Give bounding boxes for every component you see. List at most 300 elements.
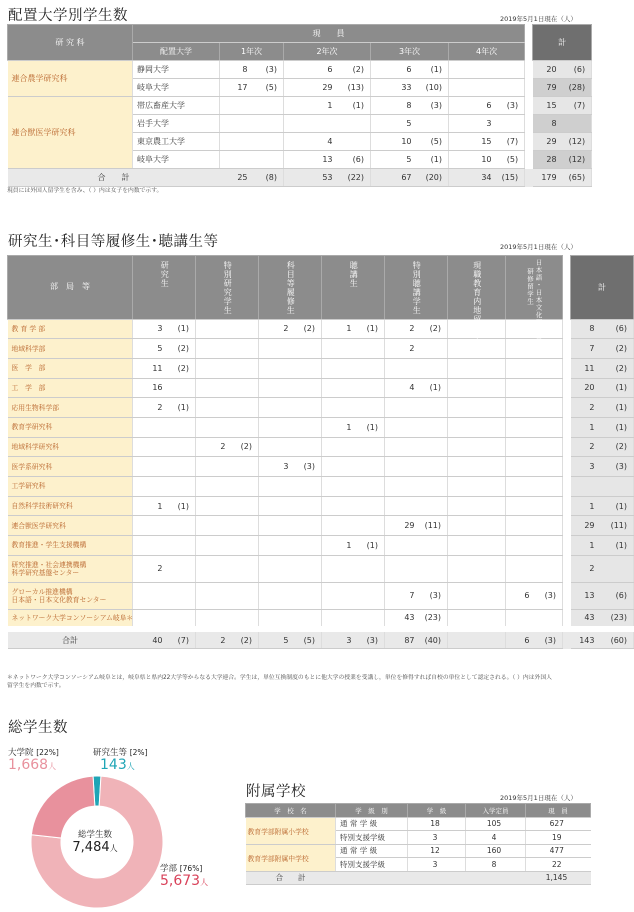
value-cell <box>292 609 322 629</box>
value-cell <box>196 319 229 339</box>
value-cell <box>229 339 259 359</box>
total-cell: (2) <box>598 358 634 378</box>
header-y4: 4年次 <box>449 43 525 61</box>
value-cell: 6 <box>449 97 495 115</box>
value-cell: (3) <box>251 61 284 79</box>
value-cell <box>292 582 322 609</box>
value-cell: (1) <box>355 417 385 437</box>
value-cell <box>322 555 355 582</box>
value-cell <box>495 79 525 97</box>
value-cell: 3 <box>133 319 166 339</box>
value-cell <box>533 398 563 418</box>
value-cell <box>418 477 448 497</box>
value-cell: (1) <box>415 61 449 79</box>
table-row <box>8 97 592 115</box>
dept-name-line1: 医学系研究科 <box>11 462 53 471</box>
value-cell <box>418 398 448 418</box>
header-kei: 計 <box>533 25 592 61</box>
value-cell <box>251 151 284 169</box>
value-cell <box>533 417 563 437</box>
value-gakubu <box>160 873 208 889</box>
value-cell <box>196 378 229 398</box>
total-cell: (12) <box>560 151 592 169</box>
value-cell <box>259 516 292 536</box>
value-cell: (3) <box>355 629 385 649</box>
total-cell: (1) <box>598 378 634 398</box>
section4-date: 2019年5月1日現在（人） <box>500 794 577 802</box>
unit-label: 人 <box>200 878 209 887</box>
dept-name-line1: グローカル推進機構 <box>11 587 73 596</box>
value-cell: 2 <box>133 555 166 582</box>
total-cell: 20 <box>571 378 598 398</box>
value-cell <box>292 496 322 516</box>
value-cell <box>448 417 506 437</box>
value-cell <box>229 582 259 609</box>
value-cell <box>415 115 449 133</box>
value-cell <box>229 319 259 339</box>
table-row <box>246 817 591 831</box>
total-cell: 29 <box>533 133 560 151</box>
value-cell <box>449 79 495 97</box>
total-cell: (2) <box>598 437 634 457</box>
value-cell <box>533 457 563 477</box>
value-cell <box>533 378 563 398</box>
header-c6-label: 現職教育内地留学生 <box>472 261 482 342</box>
value-cell <box>355 398 385 418</box>
sum-row <box>8 169 592 187</box>
value-cell: 6 <box>506 582 533 609</box>
value-cell <box>229 477 259 497</box>
univ-cell: 岐阜大学 <box>133 151 220 169</box>
dept-cell <box>8 516 133 536</box>
univ-cell: 岐阜大学 <box>133 79 220 97</box>
value-cell <box>533 358 563 378</box>
value-cell <box>506 609 533 629</box>
value-cell <box>196 609 229 629</box>
header-c5-label: 特別聴講学生 <box>412 261 422 315</box>
dept-cell <box>8 582 133 609</box>
kind-cell: 通 常 学 級 <box>336 844 408 858</box>
dept-name-line1: 教育学研究科 <box>11 423 53 432</box>
section2-note-line1: ＊ネットワーク大学コンソーシアム岐阜とは，岐阜県と県内22大学等からなる大学連合。学生は，単位互換制度のもとに他大学の授業を受講し，単位を修得すれば自校の単位として認定される。（ ）内は外国人 <box>7 675 552 681</box>
total-cell: (1) <box>598 398 634 418</box>
total-cell: 11 <box>571 358 598 378</box>
value-cell: (3) <box>418 582 448 609</box>
total-cell: 43 <box>571 609 598 629</box>
total-cell: 13 <box>571 582 598 609</box>
header-c4-label: 聴講生 <box>349 261 359 288</box>
value-cell: (1) <box>166 496 196 516</box>
value-cell <box>506 398 533 418</box>
value-cell <box>355 582 385 609</box>
value-cell: (1) <box>418 378 448 398</box>
value-cell: (3) <box>415 97 449 115</box>
value-cell <box>418 417 448 437</box>
value-cell: (23) <box>418 609 448 629</box>
value-cell <box>495 115 525 133</box>
table-row <box>8 555 634 582</box>
value-cell: (2) <box>229 437 259 457</box>
value-cell <box>229 378 259 398</box>
value-cell <box>448 496 506 516</box>
value-cell <box>292 437 322 457</box>
value-cell <box>133 536 166 556</box>
dept-name-line1: 工 学 部 <box>11 383 46 392</box>
unit-label: 人 <box>126 762 135 771</box>
value-cell: 160 <box>466 844 526 858</box>
total-cell: (23) <box>598 609 634 629</box>
header-y1: 1年次 <box>220 43 284 61</box>
value-cell: 10 <box>449 151 495 169</box>
value-cell <box>259 437 292 457</box>
value-cell <box>220 115 251 133</box>
value-cell <box>196 398 229 418</box>
value-cell: 19 <box>526 831 591 845</box>
total-cell: (6) <box>598 582 634 609</box>
legend-gakubu-percent: 76% <box>182 864 200 873</box>
value-cell <box>418 555 448 582</box>
total-cell: 2 <box>571 555 598 582</box>
value-cell <box>251 133 284 151</box>
value-cell: (7) <box>166 629 196 649</box>
value-cell <box>259 417 292 437</box>
value-cell <box>322 496 355 516</box>
value-cell <box>259 555 292 582</box>
total-cell: (28) <box>560 79 592 97</box>
value-cell <box>448 457 506 477</box>
section1-date: 2019年5月1日現在（人） <box>500 15 577 23</box>
value-cell <box>506 358 533 378</box>
section2-date: 2019年5月1日現在（人） <box>500 243 577 251</box>
table-row <box>8 398 634 418</box>
value-cell <box>259 609 292 629</box>
total-cell: (6) <box>598 319 634 339</box>
unit-label: 人 <box>109 844 118 853</box>
value-cell <box>322 358 355 378</box>
value-cell <box>229 516 259 536</box>
value-cell <box>355 609 385 629</box>
value-cell <box>449 61 495 79</box>
value-cell: 18 <box>408 817 466 831</box>
value-cell <box>533 536 563 556</box>
value-cell <box>355 437 385 457</box>
value-cell: 8 <box>371 97 415 115</box>
value-cell <box>196 582 229 609</box>
table-row <box>246 844 591 858</box>
value-cell <box>495 61 525 79</box>
dept-cell <box>8 555 133 582</box>
header-c2-label: 特別研究学生 <box>223 261 233 315</box>
value-cell: 16 <box>133 378 166 398</box>
value-cell: 17 <box>220 79 251 97</box>
value-cell: 2 <box>385 319 418 339</box>
header-c3-label: 科目等履修生 <box>286 261 296 315</box>
attached-schools-table <box>245 803 591 885</box>
value-cell <box>229 555 259 582</box>
dept-name-line1: 連合獣医学研究科 <box>11 521 66 530</box>
total-cell: 3 <box>571 457 598 477</box>
value-cell <box>292 358 322 378</box>
section2-note-line2: 留学生を内数で示す。 <box>7 683 65 689</box>
value-cell: 3 <box>449 115 495 133</box>
value-cell <box>133 516 166 536</box>
section2-title: 研究生･科目等履修生･聴講生等 <box>8 234 219 250</box>
research-students-table <box>7 255 634 649</box>
value-cell <box>322 398 355 418</box>
header-c7-c8 <box>506 256 563 357</box>
value-cell <box>355 339 385 359</box>
value-cell: 4 <box>284 133 336 151</box>
sum-label: 合 計 <box>246 871 526 885</box>
value-cell <box>385 398 418 418</box>
value-cell <box>251 97 284 115</box>
legend-gakubu-name: 学部 <box>160 864 178 874</box>
value-cell <box>292 555 322 582</box>
value-cell <box>506 496 533 516</box>
value-cell: 3 <box>408 831 466 845</box>
total-cell: 2 <box>571 437 598 457</box>
table-row <box>8 417 634 437</box>
section1-note: 現員には外国人留学生を含み、（ ）内は女子を内数で示す。 <box>7 188 163 194</box>
section1-title: 配置大学別学生数 <box>8 8 128 24</box>
value-cell <box>533 477 563 497</box>
value-cell <box>196 339 229 359</box>
value-cell <box>133 582 166 609</box>
value-cell <box>284 115 336 133</box>
dept-name-line1: 合計 <box>62 635 78 645</box>
value-cell <box>166 477 196 497</box>
value-cell: 627 <box>526 817 591 831</box>
value-cell: 1 <box>133 496 166 516</box>
value-cell <box>196 417 229 437</box>
value-cell <box>448 477 506 497</box>
total-cell: 28 <box>533 151 560 169</box>
value-cell <box>322 457 355 477</box>
value-cell: 87 <box>385 629 418 649</box>
value-cell: (1) <box>355 319 385 339</box>
table-row <box>8 378 634 398</box>
dept-name-line1: 工学研究科 <box>11 482 46 491</box>
total-cell: 143 <box>571 629 598 649</box>
table-row <box>8 496 634 516</box>
value-cell: (2) <box>166 339 196 359</box>
value-cell: 29 <box>385 516 418 536</box>
value-cell <box>506 378 533 398</box>
table-row <box>8 477 634 497</box>
value-cell <box>506 319 533 339</box>
total-cell: 2 <box>571 398 598 418</box>
value-daigakuin <box>8 757 56 773</box>
header-current: 現 員 <box>526 804 591 818</box>
header-c8-label: 日本語・日本文化研修留学生 <box>534 259 543 357</box>
sum-cell: (8) <box>251 169 284 187</box>
sum-cell: 1,145 <box>526 871 591 885</box>
value-cell <box>196 457 229 477</box>
header-kei2: 計 <box>571 256 634 320</box>
value-cell <box>355 555 385 582</box>
value-cell: 7 <box>385 582 418 609</box>
dept-name-line2: 科学研究基盤センター <box>11 568 80 577</box>
value-cell <box>133 457 166 477</box>
value-kenkyusei <box>100 757 135 773</box>
header-c1-label: 研究生 <box>160 261 170 288</box>
value-cell <box>355 477 385 497</box>
legend-gakubu: 学部 [76%] <box>160 864 203 874</box>
donut-center-value <box>62 840 128 855</box>
table-row <box>8 582 634 609</box>
sum-cell: 179 <box>533 169 560 187</box>
value-cell <box>418 496 448 516</box>
value-cell <box>336 133 371 151</box>
value-cell <box>292 417 322 437</box>
value-cell <box>506 536 533 556</box>
legend-daigakuin-percent: 22% <box>39 748 56 757</box>
value-cell <box>196 496 229 516</box>
value-cell: 13 <box>284 151 336 169</box>
sum-cell: (22) <box>336 169 371 187</box>
header-y2: 2年次 <box>284 43 371 61</box>
value-cell <box>533 555 563 582</box>
value-cell <box>355 457 385 477</box>
value-cell <box>166 516 196 536</box>
value-cell <box>533 609 563 629</box>
header-capacity: 入学定員 <box>466 804 526 818</box>
value-cell: 5 <box>371 115 415 133</box>
univ-cell: 静岡大学 <box>133 61 220 79</box>
header-class: 学 級 <box>408 804 466 818</box>
sum-row <box>8 629 634 649</box>
value-cell <box>292 536 322 556</box>
total-cell <box>571 477 598 497</box>
total-cell: 8 <box>571 319 598 339</box>
value-cell <box>355 516 385 536</box>
dept-cell <box>8 457 133 477</box>
section4-title: 附属学校 <box>246 784 306 800</box>
value-cell <box>133 417 166 437</box>
value-cell <box>506 437 533 457</box>
dept-name-line1: 教育推進・学生支援機構 <box>11 541 87 550</box>
value-cell: (7) <box>495 133 525 151</box>
value-cell <box>322 582 355 609</box>
value-cell <box>322 378 355 398</box>
dept-cell <box>8 417 133 437</box>
value-cell: (3) <box>533 582 563 609</box>
table-row <box>8 536 634 556</box>
header-genin: 現 員 <box>133 25 525 43</box>
value-cell <box>322 477 355 497</box>
value-cell: 29 <box>284 79 336 97</box>
value-cell: (6) <box>336 151 371 169</box>
dept-name-line1: 医 学 部 <box>11 364 46 373</box>
value-cell: 1 <box>322 417 355 437</box>
value-cell <box>229 457 259 477</box>
value-cell: 15 <box>449 133 495 151</box>
kind-cell: 特別支援学級 <box>336 858 408 872</box>
value-cell <box>259 378 292 398</box>
value-cell: (5) <box>495 151 525 169</box>
dept-name-line1: 研究推進・社会連携機構 <box>11 560 87 569</box>
value-cell <box>196 536 229 556</box>
value-cell <box>229 496 259 516</box>
dept-cell <box>8 437 133 457</box>
value-cell <box>448 536 506 556</box>
value-cell: (2) <box>292 319 322 339</box>
total-cell: (7) <box>560 97 592 115</box>
total-cell: (1) <box>598 496 634 516</box>
univ-cell: 岩手大学 <box>133 115 220 133</box>
value-cell <box>355 358 385 378</box>
value-cell <box>229 417 259 437</box>
total-cell: 20 <box>533 61 560 79</box>
value-cell <box>196 477 229 497</box>
value-cell <box>259 339 292 359</box>
value-cell: (5) <box>251 79 284 97</box>
header-c4 <box>322 256 385 320</box>
section2-note <box>7 674 595 690</box>
value-cell <box>385 417 418 437</box>
value-cell <box>355 496 385 516</box>
value-cell: 1 <box>322 319 355 339</box>
value-cell: 4 <box>466 831 526 845</box>
total-cell: 15 <box>533 97 560 115</box>
total-cell: (3) <box>598 457 634 477</box>
value-cell <box>220 151 251 169</box>
value-cell: (3) <box>495 97 525 115</box>
value-cell: 2 <box>196 629 229 649</box>
header-y3: 3年次 <box>371 43 449 61</box>
value-cell <box>385 555 418 582</box>
dept-cell: 連合獣医学研究科 <box>8 97 133 169</box>
value-cell: 5 <box>133 339 166 359</box>
legend-kenkyusei-name: 研究生等 <box>93 748 128 758</box>
value-cell <box>229 536 259 556</box>
total-cell: 7 <box>571 339 598 359</box>
value-cell <box>166 417 196 437</box>
value-cell: (2) <box>229 629 259 649</box>
value-cell <box>292 339 322 359</box>
sum-cell: 53 <box>284 169 336 187</box>
value-cell: 2 <box>259 319 292 339</box>
value-cell <box>448 609 506 629</box>
value-cell <box>229 398 259 418</box>
value-cell: 1 <box>322 536 355 556</box>
legend-daigakuin: 大学院 [22%] <box>8 748 59 758</box>
dept-cell <box>8 339 133 359</box>
value-cell: 105 <box>466 817 526 831</box>
header-c1 <box>133 256 196 320</box>
value-cell <box>533 496 563 516</box>
value-cell: 5 <box>259 629 292 649</box>
value-cell <box>448 629 506 649</box>
value-cell <box>448 398 506 418</box>
value-cell <box>336 115 371 133</box>
value-cell: 3 <box>408 858 466 872</box>
value-cell: 3 <box>322 629 355 649</box>
value-cell <box>506 417 533 437</box>
value-cell <box>292 378 322 398</box>
dept-name-line1: 自然科学技術研究科 <box>11 502 73 511</box>
total-cell: 1 <box>571 536 598 556</box>
value-cell: 43 <box>385 609 418 629</box>
value-cell <box>166 437 196 457</box>
table-row <box>8 457 634 477</box>
value-cell: (40) <box>418 629 448 649</box>
sum-cell: 34 <box>449 169 495 187</box>
value-cell <box>133 437 166 457</box>
value-cell: 6 <box>284 61 336 79</box>
unit-label: 人 <box>48 762 57 771</box>
value-cell: 8 <box>220 61 251 79</box>
